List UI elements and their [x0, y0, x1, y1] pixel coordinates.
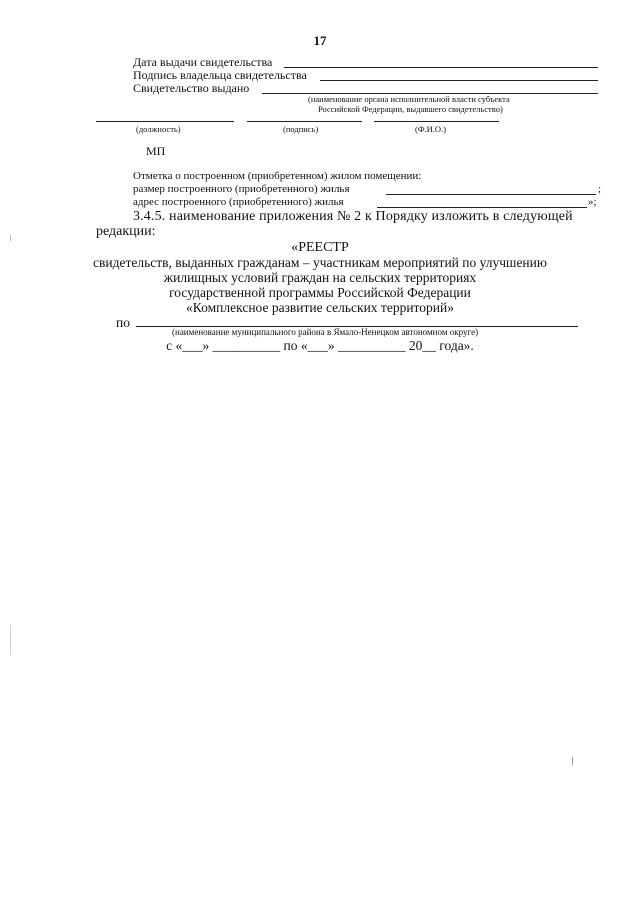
district-caption: (наименование муниципального района в Ямало-Ненецком автономном округе) [172, 327, 479, 337]
signature-caption: (подпись) [283, 124, 319, 134]
issue-date-line [284, 67, 598, 68]
housing-address-line [377, 207, 587, 208]
housing-address-end: »; [588, 196, 597, 208]
registry-line3: государственной программы Российской Федерации [169, 285, 471, 300]
signature-line [247, 121, 362, 122]
registry-period-line: с «___» __________ по «___» __________ 20__ года». [166, 338, 474, 353]
housing-size-line [386, 194, 596, 195]
owner-signature-line [320, 80, 598, 81]
scan-mark [10, 625, 11, 655]
registry-title: «РЕЕСТР [291, 240, 349, 255]
registry-line2: жилищных условий граждан на сельских территориях [163, 270, 477, 285]
issue-date-label: Дата выдачи свидетельства [133, 55, 273, 69]
housing-address-label: адрес построенного (приобретенного) жилья [133, 196, 344, 208]
amendment-line2: редакции: [96, 224, 156, 239]
registry-line4: «Комплексное развитие сельских территорий» [186, 300, 454, 315]
housing-size-end: ; [598, 183, 602, 195]
registry-line1: свидетельств, выданных гражданам – участникам мероприятий по улучшению [93, 255, 547, 270]
fio-line [374, 121, 499, 122]
issuer-caption-line1: (наименование органа исполнительной власти субъекта [308, 94, 510, 104]
fio-caption: (Ф.И.О.) [415, 124, 447, 134]
housing-size-label: размер построенного (приобретенного) жилья [133, 183, 350, 195]
page-number: 17 [313, 33, 327, 48]
stamp-label: МП [146, 144, 166, 158]
amendment-line1: 3.4.5. наименование приложения № 2 к Порядку изложить в следующей [133, 209, 573, 224]
housing-note-title: Отметка о построенном (приобретенном) жилом помещении: [133, 170, 422, 182]
issuer-caption-line2: Российской Федерации, выдавшего свидетельство) [318, 104, 503, 114]
scan-mark [572, 757, 573, 765]
registry-po-label: по [116, 315, 130, 330]
issued-by-label: Свидетельство выдано [133, 81, 250, 95]
scan-mark [10, 235, 11, 241]
position-caption: (должность) [136, 124, 181, 134]
owner-signature-label: Подпись владельца свидетельства [133, 68, 307, 82]
position-line [96, 121, 234, 122]
